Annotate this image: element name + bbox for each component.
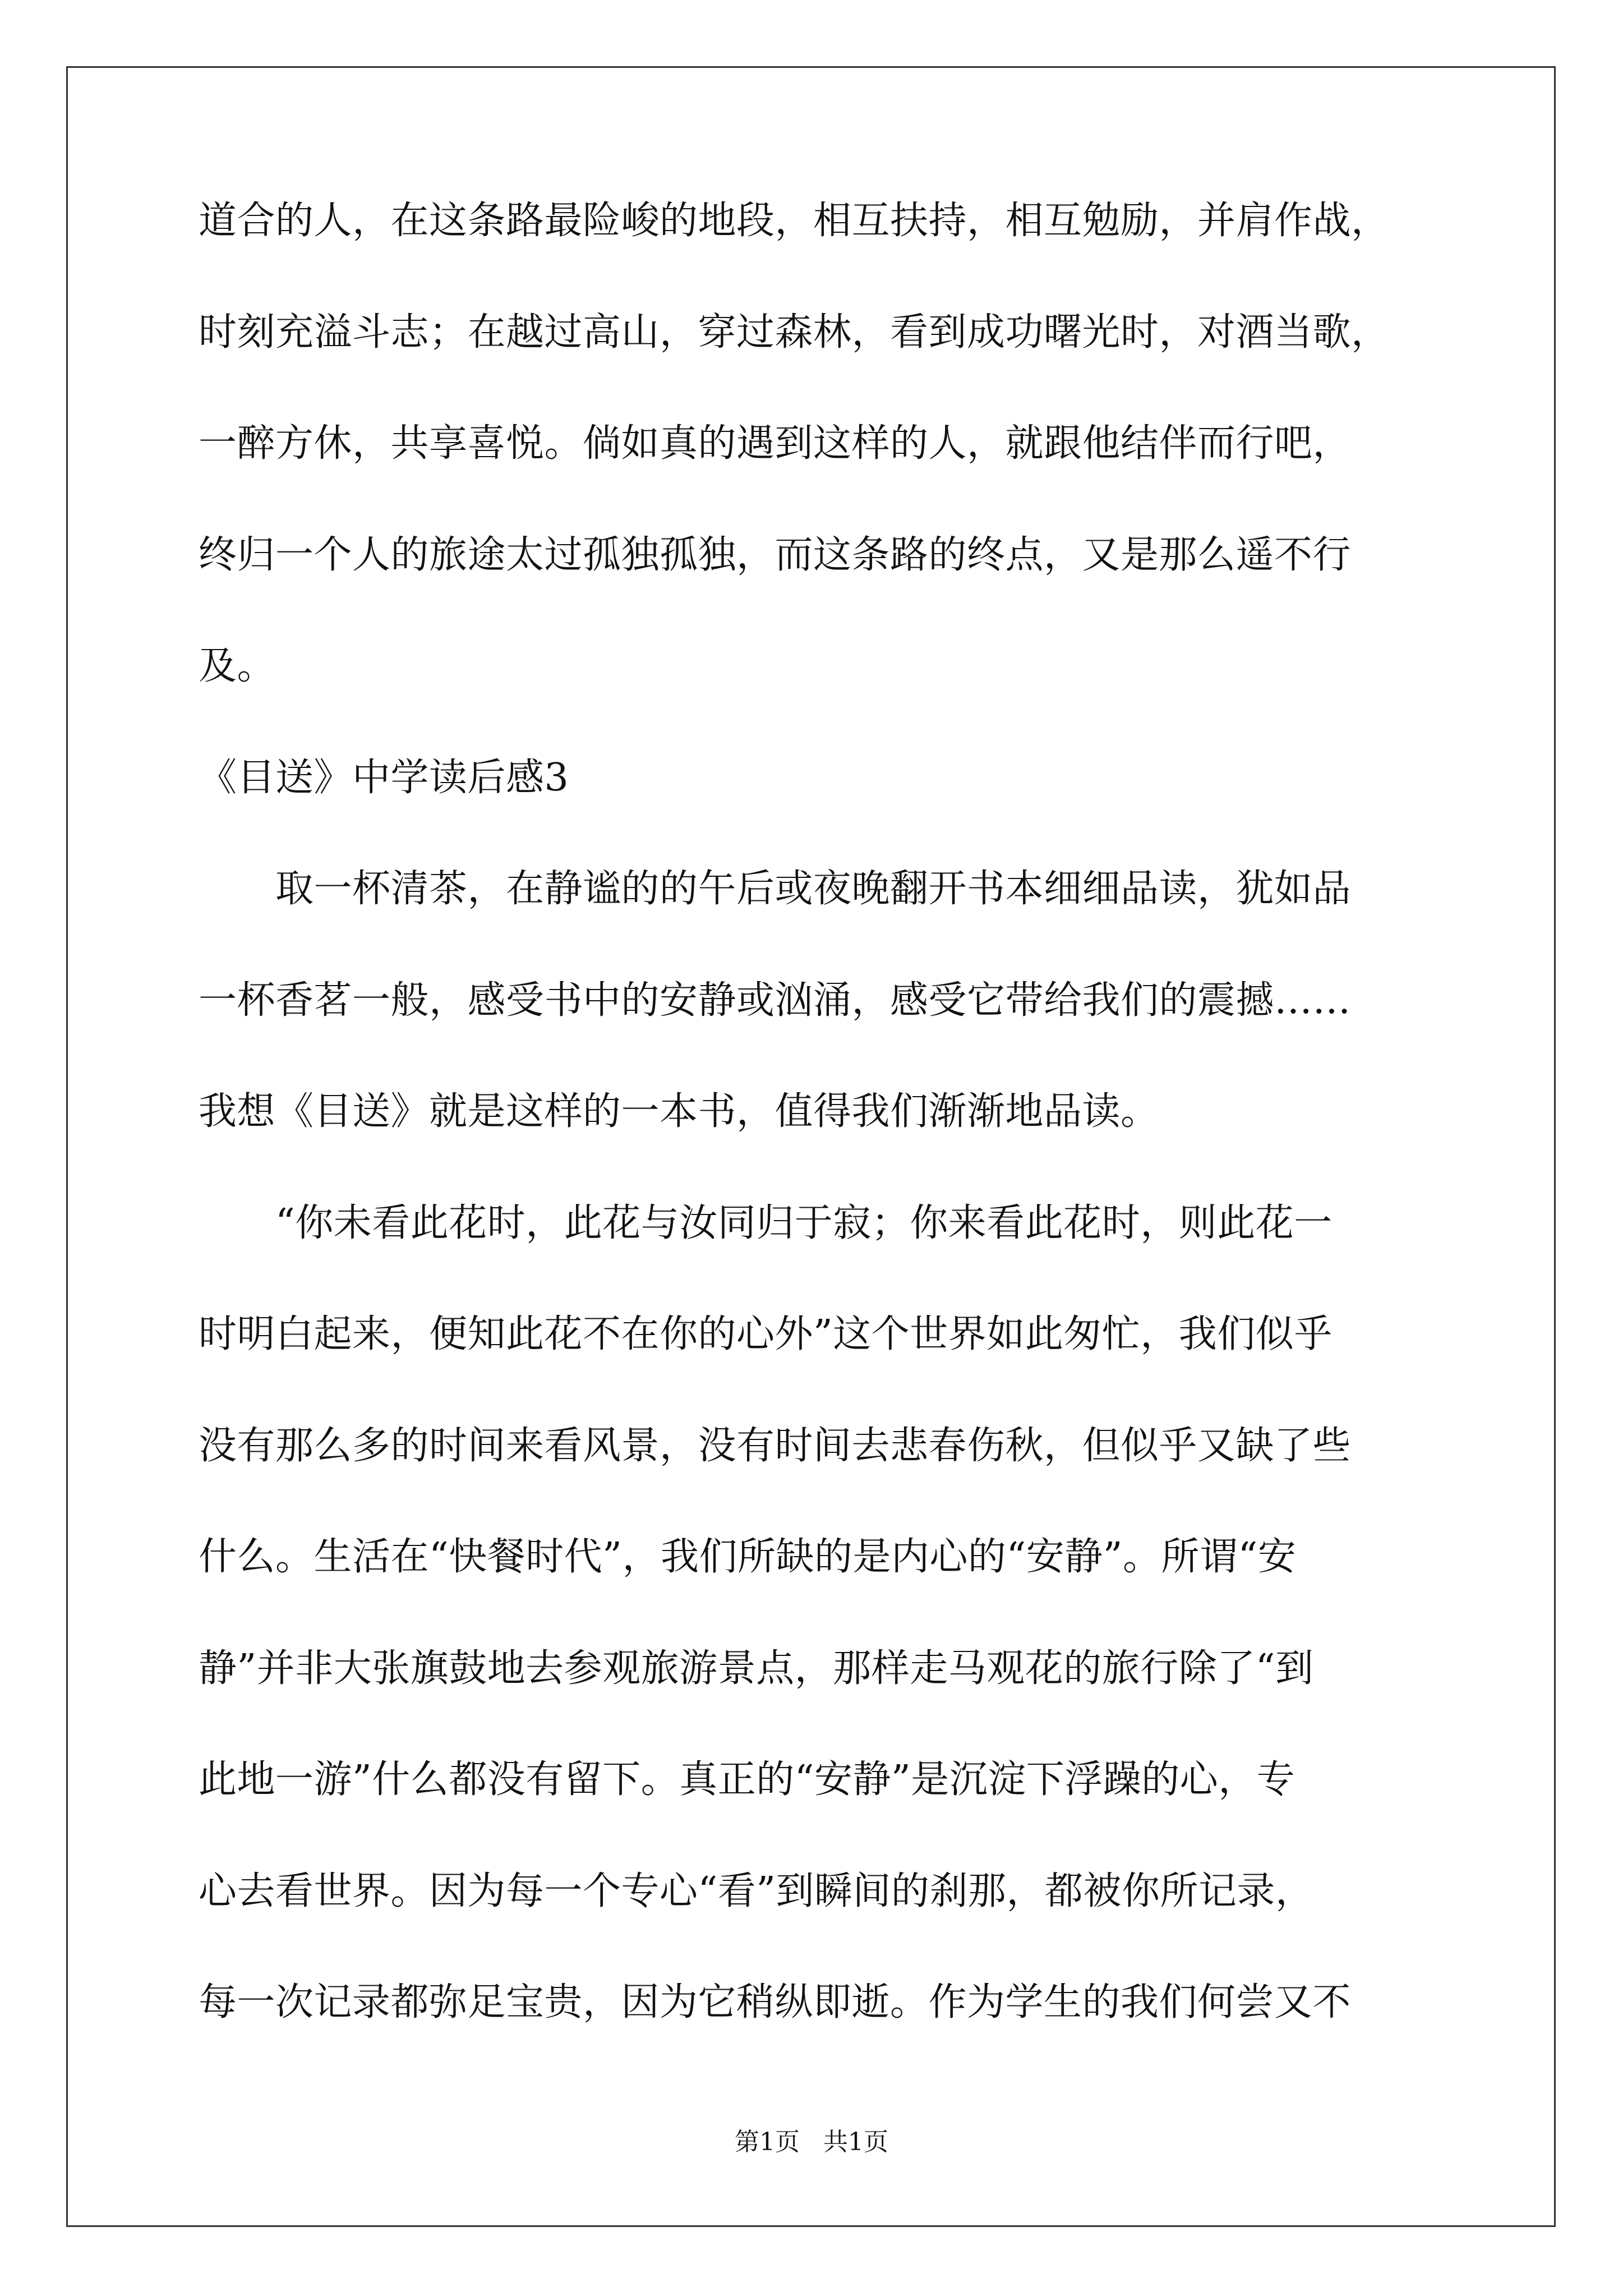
text-line: 静”并非大张旗鼓地去参观旅游景点，那样走马观花的旅行除了“到	[199, 1646, 1314, 1691]
text-line: 一杯香茗一般，感受书中的安静或汹涌，感受它带给我们的震撼……	[199, 978, 1352, 1023]
document-body	[199, 199, 1466, 2095]
text-line: 终归一个人的旅途太过孤独孤独，而这条路的终点，又是那么遥不行	[199, 532, 1352, 577]
text-line: 取一杯清茶，在静谧的的午后或夜晚翻开书本细细品读，犹如品	[199, 867, 1352, 911]
text-line: 没有那么多的时间来看风景，没有时间去悲春伤秋，但似乎又缺了些	[199, 1423, 1352, 1468]
section-heading: 《目送》中学读后感3	[199, 755, 569, 800]
page-footer: 第1页 共1页	[735, 2128, 888, 2156]
text-line: 及。	[199, 644, 276, 688]
text-line: 时明白起来，便知此花不在你的心外”这个世界如此匆忙，我们似乎	[199, 1312, 1332, 1356]
text-line: 什么。生活在“快餐时代”，我们所缺的是内心的“安静”。所谓“安	[199, 1535, 1297, 1579]
text-line: 每一次记录都弥足宝贵，因为它稍纵即逝。作为学生的我们何尝又不	[199, 1980, 1352, 2024]
text-line: 心去看世界。因为每一个专心“看”到瞬间的刹那，都被你所记录，	[199, 1869, 1314, 1913]
text-line: 一醉方休，共享喜悦。倘如真的遇到这样的人，就跟他结伴而行吧，	[199, 421, 1352, 466]
text-line: 我想《目送》就是这样的一本书，值得我们渐渐地品读。	[199, 1089, 1159, 1134]
text-line: “你未看此花时，此花与汝同归于寂；你来看此花时，则此花一	[199, 1200, 1332, 1245]
text-line: 时刻充溢斗志；在越过高山，穿过森林，看到成功曙光时，对酒当歌，	[199, 310, 1390, 355]
text-line: 道合的人，在这条路最险峻的地段，相互扶持，相互勉励，并肩作战，	[199, 199, 1390, 243]
text-line: 此地一游”什么都没有留下。真正的“安静”是沉淀下浮躁的心，专	[199, 1757, 1295, 1802]
